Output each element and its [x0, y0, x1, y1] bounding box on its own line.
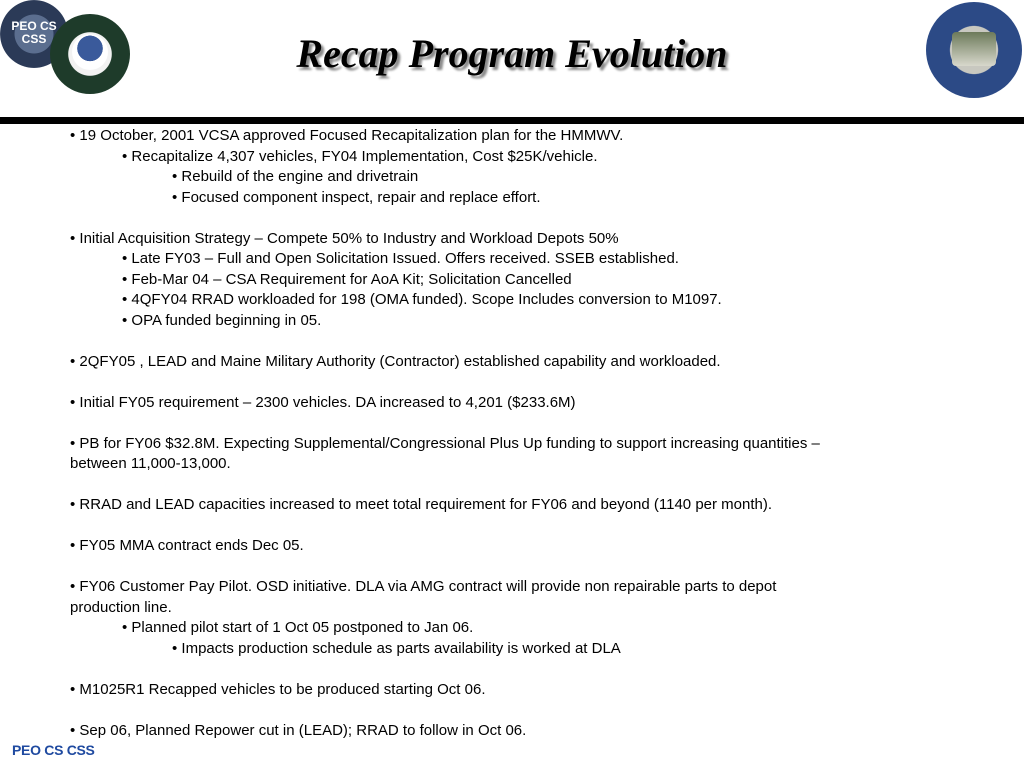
- bullet-line: • M1025R1 Recapped vehicles to be produced starting Oct 06.: [70, 680, 486, 698]
- bullet-line: • Sep 06, Planned Repower cut in (LEAD); RRAD to follow in Oct 06.: [70, 721, 527, 739]
- line-spacer: [70, 413, 1010, 434]
- bullet-line: • Recapitalize 4,307 vehicles, FY04 Implementation, Cost $25K/vehicle.: [122, 147, 598, 165]
- line-spacer: [70, 659, 1010, 680]
- bullet-line: • FY05 MMA contract ends Dec 05.: [70, 537, 304, 554]
- line-spacer: [70, 557, 1010, 578]
- bullet-line: • Late FY03 – Full and Open Solicitation Issued. Offers received. SSEB established.: [122, 250, 679, 267]
- slide-title: Recap Program Evolution: [296, 31, 728, 76]
- line-spacer: [70, 331, 1010, 352]
- logo-text: PEO CS CSS: [11, 19, 57, 46]
- bullet-line: • 4QFY04 RRAD workloaded for 198 (OMA funded). Scope Includes conversion to M1097.: [122, 291, 722, 308]
- bullet-line: • RRAD and LEAD capacities increased to meet total requirement for FY06 and beyond (1140 per month).: [70, 496, 773, 513]
- line-spacer: [70, 372, 1010, 393]
- bullet-line: • Initial Acquisition Strategy – Compete 50% to Industry and Workload Depots 50%: [70, 229, 619, 247]
- line-spacer: [70, 208, 1010, 229]
- bullet-line: • 2QFY05 , LEAD and Maine Military Authority (Contractor) established capability and workloaded.: [70, 352, 721, 370]
- footer-logo-text: PEO CS CSS: [12, 742, 95, 758]
- bullet-line: production line.: [70, 598, 172, 616]
- bullet-line: • 19 October, 2001 VCSA approved Focused Recapitalization plan for the HMMWV.: [70, 127, 624, 144]
- product-manager-vehicles-logo: [926, 2, 1022, 98]
- bullet-line: • PB for FY06 $32.8M. Expecting Supplemental/Congressional Plus Up funding to support increasing quantities –: [70, 434, 820, 452]
- bullet-line: • OPA funded beginning in 05.: [122, 311, 322, 329]
- slide-header: [0, 0, 1024, 118]
- bullet-line: • Initial FY05 requirement – 2300 vehicles. DA increased to 4,201 ($233.6M): [70, 393, 576, 411]
- line-spacer: [70, 700, 1010, 721]
- header-divider: [0, 117, 1024, 124]
- vehicle-emblem-icon: [952, 32, 996, 66]
- bullet-line: • Feb-Mar 04 – CSA Requirement for AoA Kit; Solicitation Cancelled: [122, 270, 572, 288]
- bullet-list: [70, 126, 1010, 741]
- line-spacer: [70, 475, 1010, 496]
- bullet-line: • Impacts production schedule as parts availability is worked at DLA: [172, 639, 621, 657]
- bullet-line: • Rebuild of the engine and drivetrain: [172, 168, 419, 185]
- bullet-line: between 11,000-13,000.: [70, 455, 231, 472]
- bullet-line: • FY06 Customer Pay Pilot. OSD initiative. DLA via AMG contract will provide non repairable parts to depot: [70, 578, 777, 595]
- bullet-line: • Planned pilot start of 1 Oct 05 postponed to Jan 06.: [122, 619, 474, 636]
- bullet-line: • Focused component inspect, repair and replace effort.: [172, 188, 541, 206]
- line-spacer: [70, 516, 1010, 537]
